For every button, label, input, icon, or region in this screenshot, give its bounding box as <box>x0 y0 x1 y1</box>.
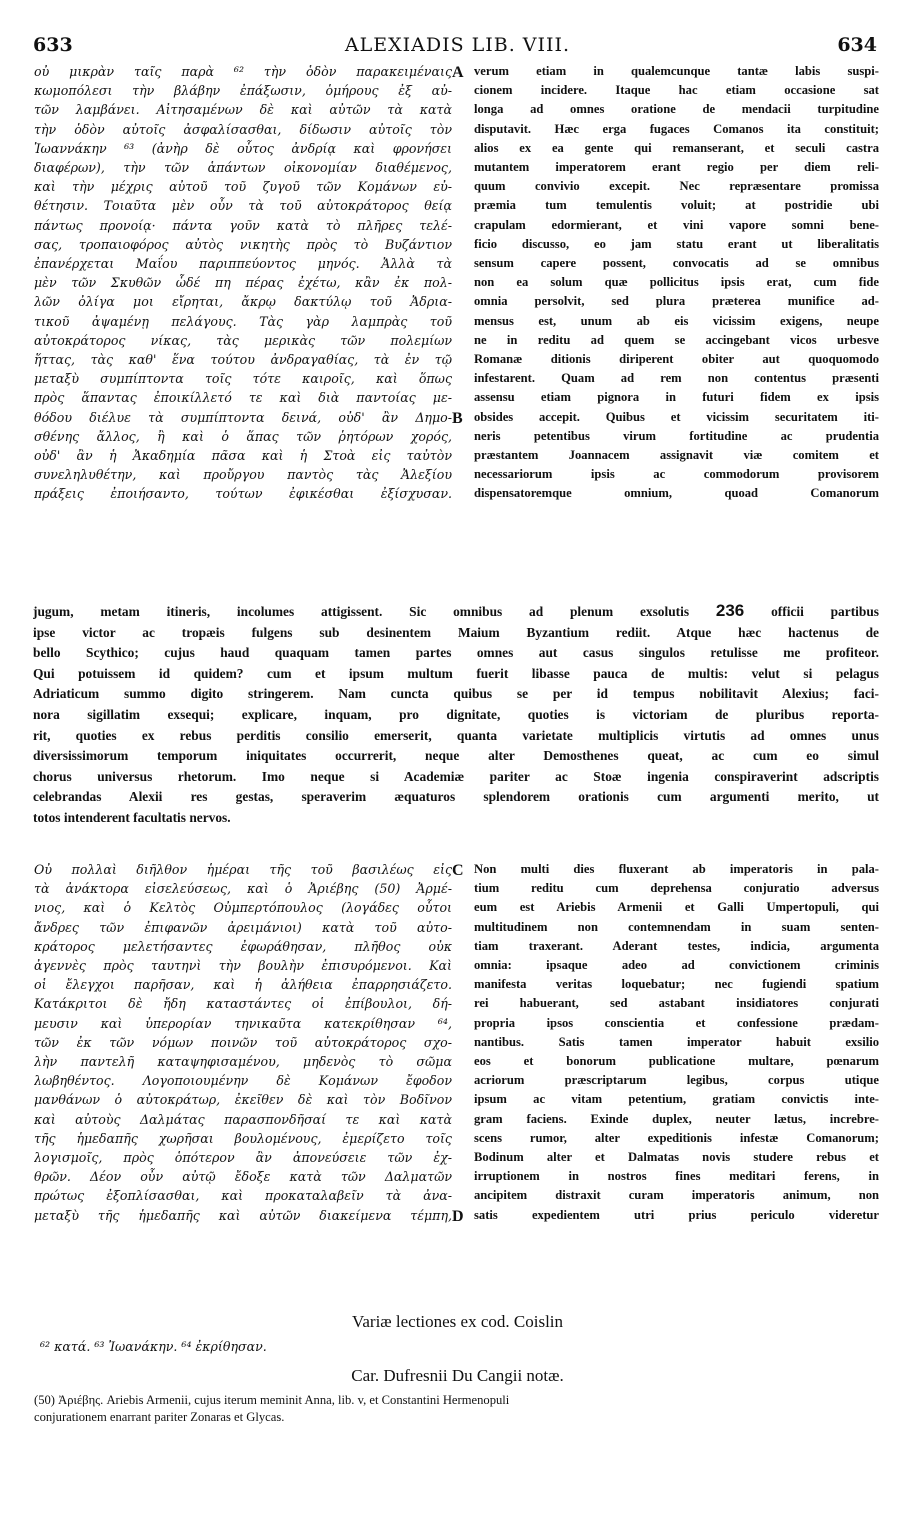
greek-text-line: μὲν τῶν Σκυθῶν ὧδέ πη πέρας ἐχέτω, κἂν ἐκ πολ- <box>34 275 452 291</box>
variae-lectiones-heading: Variæ lectiones ex cod. Coislin <box>351 1312 564 1331</box>
greek-text-line: διαφέρων), τὴν τῶν ἁπάντων οἰκονομίαν διαθέμενος, <box>34 160 452 176</box>
full-width-line-start: jugum, metam itineris, incolumes attigissent. Sic omnibus ad plenum exsolutis <box>33 604 690 619</box>
greek-text-line: τῶν λαμβάνει. Αἰτησαμένων δὲ καὶ αὐτῶν τὰ κατὰ <box>34 102 452 118</box>
greek-text-line: πάντως προνοίᾳ· πάντα γοῦν κατὰ τὸ πλῆρες τελέ- <box>34 217 452 233</box>
greek-text-line: μευσιν καὶ ὑπερορίαν τηνικαῦτα κατεκρίθησαν ⁶⁴, <box>34 1015 452 1031</box>
greek-text-line: οὐ μικρὰν ταῖς παρὰ ⁶² τὴν ὁδὸν παρακειμέναις <box>34 64 452 79</box>
greek-text-line: Ἰωαννάκην ⁶³ (ἀνὴρ δὲ οὗτος ἀνδρίᾳ καὶ φρονήσει <box>34 140 452 156</box>
latin-text-line: cionem incidere. Itaque hac etiam occasione sat <box>474 83 879 98</box>
latin-text-line: omnia: ipsaque adeo ad convictionem criminis <box>474 958 879 973</box>
greek-text-line: τὰ ἀνάκτορα εἰσελεύσεως, καὶ ὁ Ἀριέβης (50) Ἀρμέ- <box>34 881 452 897</box>
latin-text-line: non ea solum quæ pollicitus ipsis erat, cum fide <box>474 275 879 290</box>
latin-text-line: ipsum ac vitam petentium, gratiam convictis inte- <box>474 1092 879 1107</box>
greek-text-line: Κατάκριτοι δὲ ἤδη καταστάντες οἱ ἐπίβουλοι, δή- <box>34 996 452 1012</box>
greek-column-section2 <box>34 860 452 1225</box>
latin-text-line: alios ex ea gente qui remanserant, et seculi castra <box>474 140 879 155</box>
latin-text-line: tiam traxerant. Aderant testes, indicia, argumenta <box>474 938 879 953</box>
greek-text-line: σας, τροπαιοφόρος αὐτὸς νικητὴς πρὸς τὸ Βυζάντιον <box>34 236 452 252</box>
full-width-line: bello Scythico; cujus haud quaquam tamen partes omnes aut casus singulos retulisse me profiteor. <box>33 645 879 661</box>
latin-text-line: neris petentibus virum fortitudine ac prudentia <box>474 428 879 443</box>
greek-text-line: Οὐ πολλαὶ διῆλθον ἡμέραι τῆς τοῦ βασιλέως εἰς <box>34 862 452 877</box>
full-width-line: chorus universus rhetorum. Imo neque si Academiæ pariter ac Stoæ ingenia conspiraverint adscriptis <box>33 768 879 784</box>
greek-text-line: θέτησιν. Τοιαῦτα μὲν οὖν τὰ τοῦ αὐτοκράτορος θείᾳ <box>34 198 452 214</box>
full-width-line <box>33 601 879 623</box>
latin-text-line: irruptionem in nostros fines meditari ferens, in <box>474 1169 879 1184</box>
greek-text-line: οἱ ἔλεγχοι παρῆσαν, καὶ ἡ ἀλήθεια ἐπαρρησιάζετο. <box>34 977 452 993</box>
latin-text-line: præstantem Joannacem assignavit viæ comitem et <box>474 448 879 463</box>
full-width-line: totos intenderent facultatis nervos. <box>33 809 231 825</box>
full-width-line: rit, quoties ex rebus perditis consilio emerserit, quanta varietate multiplicis virtutis ad omnes unus <box>33 727 879 743</box>
latin-text-line: necessariorum ipsis ac commodorum provisorem <box>474 467 879 482</box>
latin-column-section1 <box>474 62 879 504</box>
latin-text-line: omnia persolvit, sed plura præterea munifice ad- <box>474 294 879 309</box>
latin-text-line: Non multi dies fluxerant ab imperatoris in pala- <box>474 862 879 876</box>
latin-text-line: tium reditu cum deprehensa conjuratio adversus <box>474 881 879 896</box>
latin-text-line: eos et bonorum publicatione multare, pœnarum <box>474 1054 879 1069</box>
page-number-right: 634 <box>837 34 877 56</box>
latin-text-line: infestarent. Quam ad rem non contentus præsenti <box>474 371 879 386</box>
greek-text-line: οὐδ' ἂν ἡ Ἀκαδημία πᾶσα καὶ ἡ Στοὰ εἰς ταὐτὸν <box>34 448 452 464</box>
margin-marker-a: A <box>452 64 464 81</box>
greek-text-line: πρώτως ἐξοπλίσασθαι, καὶ προκαταλαβεῖν τὰ ἀνα- <box>34 1188 452 1204</box>
latin-text-line: satis expedientem utri prius periculo videretur <box>474 1207 879 1222</box>
variae-lectiones-text: ⁶² κατά. ⁶³ Ἰωανάκην. ⁶⁴ ἐκρίθησαν. <box>40 1339 267 1354</box>
greek-text-line: πράξεις ἐποιήσαντο, τούτων ἐφικέσθαι ἐξίσχυσαν. <box>34 486 452 502</box>
latin-text-line: præmia tum temulentis voluit; at postridie ubi <box>474 198 879 213</box>
full-width-line: Qui potuissem id quidem? cum et ipsum multum fuerit libasse pauca de multis: velut si pelagus <box>33 665 879 681</box>
page-number-left: 633 <box>33 34 73 56</box>
latin-text-line: rei habuerant, sed astabant insidiatores conjurati <box>474 996 879 1011</box>
greek-text-line: τῆς ἡμεδαπῆς χωρῆσαι βουλομένους, ἐμερίζετο τοῖς <box>34 1130 452 1146</box>
greek-text-line: ἥττας, τὰς καθ' ἕνα τούτου ἀνδραγαθίας, τὰ ἐν τῷ <box>34 352 452 368</box>
full-width-line: nora sigillatim exsequi; explicare, inquam, pro dignitate, quoties is victoriam de pluribus reporta- <box>33 706 879 722</box>
latin-text-line: verum etiam in qualemcunque tantæ labis suspi- <box>474 64 879 78</box>
running-title: ALEXIADIS LIB. VIII. <box>344 34 571 56</box>
full-width-line: celebrandas Alexii res gestas, speraverim æquaturos splendorem orationis cum argumenti merito, ut <box>33 789 879 805</box>
greek-text-line: θόδου διέλυε τὰ συμπίπτοντα δεινά, οὐδ' ἂν Δημο- <box>34 409 452 425</box>
latin-text-line: nantibus. Satis tamen imperator habuit exsilio <box>474 1034 879 1049</box>
full-width-line: diversissimorum temporum iniquitates occurrerit, neque alter Demosthenes queat, ac cum eo simul <box>33 748 879 764</box>
latin-text-line: ancipitem distraxit curam imperatoris animum, non <box>474 1188 879 1203</box>
latin-text-line: mutantem imperatorem erant regio per diem reli- <box>474 160 879 175</box>
greek-text-line: σθένης ἄλλος, ἢ καὶ ὁ ἅπας τῶν ῥητόρων χορός, <box>34 428 452 444</box>
greek-text-line: μεταξὺ τῆς ἡμεδαπῆς καὶ αὐτῶν διακείμενα τέμπη, <box>34 1207 452 1223</box>
page-marker: 236 <box>715 601 745 620</box>
latin-full-width-paragraph <box>33 601 879 829</box>
greek-text-line: καὶ αὐτοὺς Δαλμάτας παρασπονδῆσαί τε καὶ κατὰ <box>34 1111 452 1127</box>
latin-text-line: sensum capere possent, convocatis ad se omnibus <box>474 256 879 271</box>
latin-text-line: ne in reditu ad quem se accingebant vicos urbesve <box>474 332 879 347</box>
note-line: conjurationem enarrant pariter Zonaras et Glycas. <box>34 1410 285 1424</box>
running-header <box>0 34 915 58</box>
latin-text-line: propria ipsos conscientia et confessione prædam- <box>474 1015 879 1030</box>
latin-text-line: mensus est, unum ab eis vicissim exigens, neupe <box>474 313 879 328</box>
greek-text-line: πρὸς ἅπαντας ἐποικίλλετό τε καὶ διὰ παντοίας με- <box>34 390 452 406</box>
notae-heading: Car. Dufresnii Du Cangii notæ. <box>351 1366 564 1385</box>
greek-text-line: ἄνδρες τῶν ἐπιφανῶν ἀρειμάνιοι) κατὰ τοῦ αὐτο- <box>34 919 452 935</box>
greek-text-line: κωμοπόλεσι τὴν βλάβην ἐπάξωσιν, ὁμήρους ἐξ αὐ- <box>34 83 452 99</box>
greek-text-line: λὴν παντελῆ καταψηφισαμένου, μηδενὸς τὸ σῶμα <box>34 1054 452 1070</box>
greek-text-line: νιος, καὶ ὁ Κελτὸς Οὐμπερτόπουλος (λογάδες οὗτοι <box>34 900 452 916</box>
note-line: (50) Ἀριέβης. Ariebis Armenii, cujus iterum meminit Anna, lib. v, et Constantini Hermenopuli <box>34 1393 510 1407</box>
greek-text-line: μανθάνων ὁ αὐτοκράτωρ, ἐκεῖθεν δὲ καὶ τὸν Βοδῖνον <box>34 1092 452 1108</box>
latin-text-line: assensu etiam pignora in futuri fidem ex ipsis <box>474 390 879 405</box>
latin-text-line: disputavit. Hæc erga fugaces Comanos ita constituit; <box>474 121 879 136</box>
greek-text-line: κράτορος μελετήσαντες ἐφωράθησαν, πλῆθος οὐκ <box>34 938 452 954</box>
full-width-line: Adriaticum summo digito stringerem. Nam cuncta quibus se per id tempus nobilitavit Alexius; faci- <box>33 686 879 702</box>
greek-text-line: συνεληλυθέτην, καὶ προὔργου παντὸς τὰς Ἀλεξίου <box>34 467 452 483</box>
full-width-line-end: officii partibus <box>771 604 879 619</box>
greek-text-line: τῶν ἐκ τῶν νόμων ποινῶν τοῦ αὐτοκράτορος σχο- <box>34 1034 452 1050</box>
greek-text-line: μεταξὺ συμπίπτοντα τοῖς τότε καιροῖς, καὶ ὅπως <box>34 371 452 387</box>
latin-text-line: Romanæ ditionis diriperent obiter aut quoquomodo <box>474 352 879 367</box>
margin-marker-c: C <box>452 862 464 879</box>
notae-text <box>34 1392 880 1426</box>
greek-text-line: λογισμοῖς, πρὸς ὁπότερον ἂν ἀπονεύσειε τῶν ἐχ- <box>34 1150 452 1166</box>
latin-text-line: Bodinum alter et Dalmatas novis studere rebus et <box>474 1150 879 1165</box>
margin-marker-d: D <box>452 1208 464 1225</box>
latin-text-line: longa ad omnes oratione de mendacii turpitudine <box>474 102 879 117</box>
latin-column-section2 <box>474 860 879 1225</box>
greek-text-line: ἀγεννὲς πρὸς ταυτηνὶ τὴν βουλὴν ἐπισυρόμενοι. Καὶ <box>34 958 452 974</box>
greek-text-line: λῶν ὀλίγα μοι εἴρηται, ἄκρῳ δακτύλῳ τοῦ Ἀδρια- <box>34 294 452 310</box>
latin-text-line: crapulam edormierant, et vini vapore somni bene- <box>474 217 879 232</box>
greek-text-line: καὶ τὴν μέχρις αὐτοῦ τοῦ ζυγοῦ τῶν Κομάνων εὐ- <box>34 179 452 195</box>
latin-text-line: acriorum præscriptarum legibus, corpus utique <box>474 1073 879 1088</box>
latin-text-line: manifesta veritas loquebatur; nec fugiendi spatium <box>474 977 879 992</box>
greek-text-line: θρῶν. Δέον οὖν αὐτῷ ἔδοξε κατὰ τῶν Δαλματῶν <box>34 1169 452 1185</box>
full-width-line: ipse victor ac tropæis fulgens sub desinentem Maium Byzantium rediit. Atque hæc hactenus de <box>33 624 879 640</box>
latin-text-line: obsides accepit. Quibus et vicissim securitatem iti- <box>474 409 879 424</box>
latin-text-line: dispensatoremque omnium, quoad Comanorum <box>474 486 879 501</box>
latin-text-line: multitudinem non contemnendam in suam senten- <box>474 919 879 934</box>
greek-text-line: αὐτοκράτορος νίκας, τὰς μερικὰς τῶν πολεμίων <box>34 332 452 348</box>
latin-text-line: eum est Ariebis Armenii et Galli Umpertopuli, qui <box>474 900 879 915</box>
greek-text-line: τικοῦ ἀψαμένῃ πελάγους. Τὰς γὰρ λαμπρὰς τοῦ <box>34 313 452 329</box>
greek-text-line: τὴν ὁδὸν αὐτοῖς ἀσφαλίσασθαι, δίδωσιν αὐτοῖς τὸν <box>34 121 452 137</box>
greek-column-section1 <box>34 62 452 504</box>
greek-text-line: ἐπανέρχεται Μαΐου παριππεύοντος μηνός. Ἀλλὰ τὰ <box>34 256 452 272</box>
latin-text-line: gram faciens. Exinde duplex, neuter lætus, increbre- <box>474 1111 879 1126</box>
latin-text-line: quum convivio excepit. Nec repræsentare promissa <box>474 179 879 194</box>
margin-marker-b: B <box>452 410 463 427</box>
latin-text-line: ficio discusso, eo jam statu erant ut liberalitatis <box>474 236 879 251</box>
latin-text-line: scens rumor, alter expeditionis infestæ Comanorum; <box>474 1130 879 1145</box>
greek-text-line: λωβηθέντος. Λογοποιουμένην δὲ Κομάνων ἔφοδον <box>34 1073 452 1089</box>
